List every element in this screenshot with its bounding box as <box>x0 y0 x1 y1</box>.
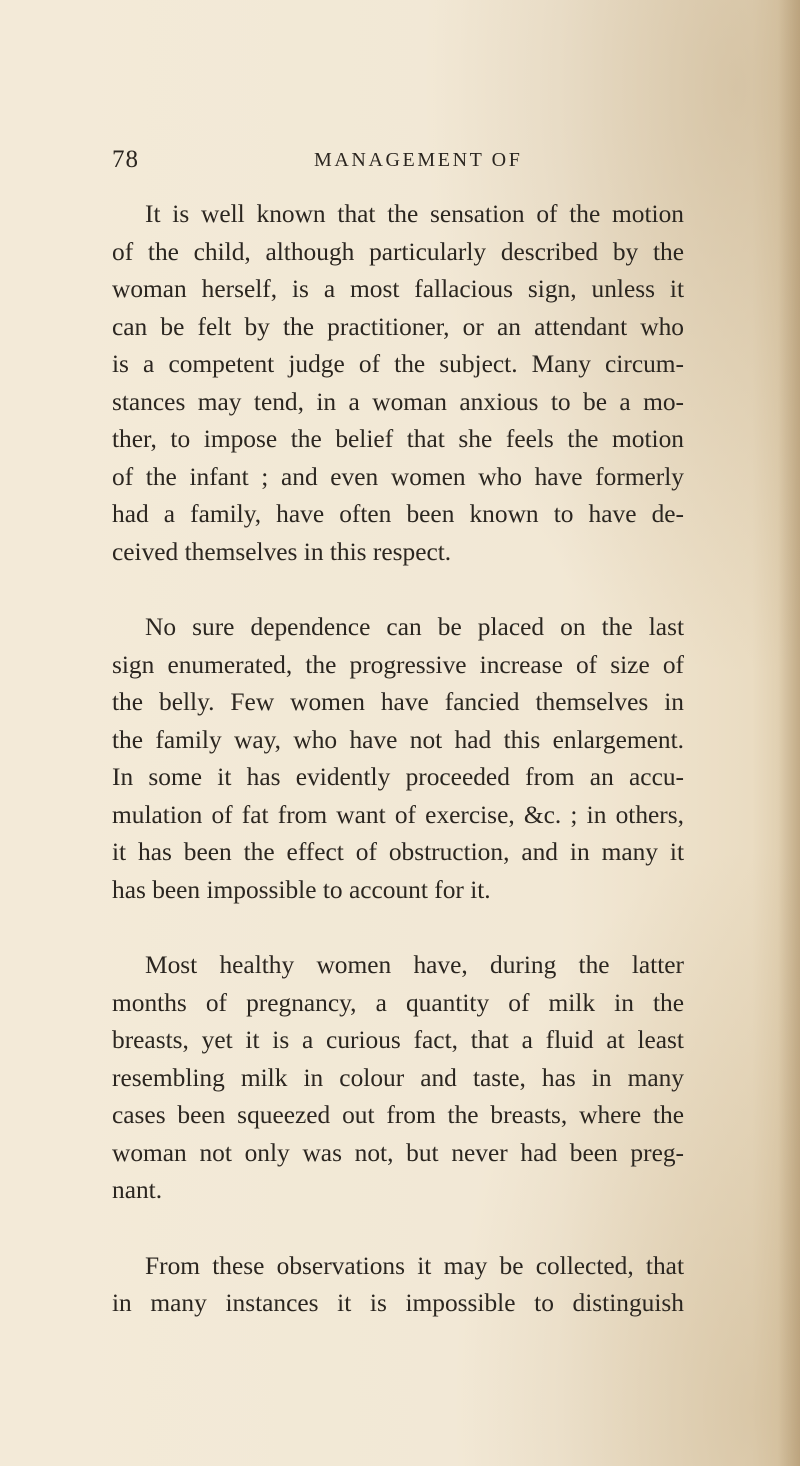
paragraph <box>112 196 684 571</box>
text-line: woman herself, is a most fallacious sign, unless it <box>112 275 684 303</box>
text-line: mulation of fat from want of exercise, &c. ; in others, <box>112 800 684 829</box>
running-head: MANAGEMENT OF <box>314 149 523 171</box>
text-line: the belly. Few women have fancied themselves in <box>112 688 684 716</box>
text-line: ther, to impose the belief that she feels the motion <box>112 425 684 453</box>
text-line: of the child, although particularly described by the <box>112 237 684 266</box>
page-header <box>112 146 682 178</box>
text-line: the family way, who have not had this enlargement. <box>112 725 684 754</box>
text-line: months of pregnancy, a quantity of milk in the <box>112 988 684 1017</box>
text-line: can be felt by the practitioner, or an attendant who <box>112 312 684 341</box>
text-line: in many instances it is impossible to distinguish <box>112 1289 684 1317</box>
text-line: No sure dependence can be placed on the last <box>145 613 684 641</box>
text-line: resembling milk in colour and taste, has in many <box>112 1063 684 1092</box>
text-line: stances may tend, in a woman anxious to be a mo- <box>112 387 684 416</box>
text-line: breasts, yet it is a curious fact, that a fluid at least <box>112 1026 684 1054</box>
text-line: Most healthy women have, during the latter <box>145 951 684 979</box>
page-edge-shadow <box>778 0 800 1466</box>
text-line: of the infant ; and even women who have formerly <box>112 462 684 491</box>
text-line: had a family, have often been known to have de- <box>112 500 684 528</box>
text-line: woman not only was not, but never had been preg- <box>112 1138 684 1167</box>
body-text <box>112 196 684 1323</box>
text-line: ceived themselves in this respect. <box>112 537 452 566</box>
text-line: is a competent judge of the subject. Many circum- <box>112 350 684 378</box>
text-line: has been impossible to account for it. <box>112 875 491 904</box>
page-number: 78 <box>112 146 139 173</box>
text-line: it has been the effect of obstruction, and in many it <box>112 838 684 866</box>
text-line: From these observations it may be collected, that <box>145 1251 684 1280</box>
paragraph <box>112 947 684 1210</box>
paragraph <box>112 609 684 909</box>
text-line: cases been squeezed out from the breasts, where the <box>112 1101 684 1129</box>
text-line: sign enumerated, the progressive increase of size of <box>112 650 684 679</box>
text-line: In some it has evidently proceeded from an accu- <box>112 763 684 791</box>
paragraph <box>112 1248 684 1323</box>
text-line: nant. <box>112 1176 163 1204</box>
text-line: It is well known that the sensation of the motion <box>145 200 684 228</box>
